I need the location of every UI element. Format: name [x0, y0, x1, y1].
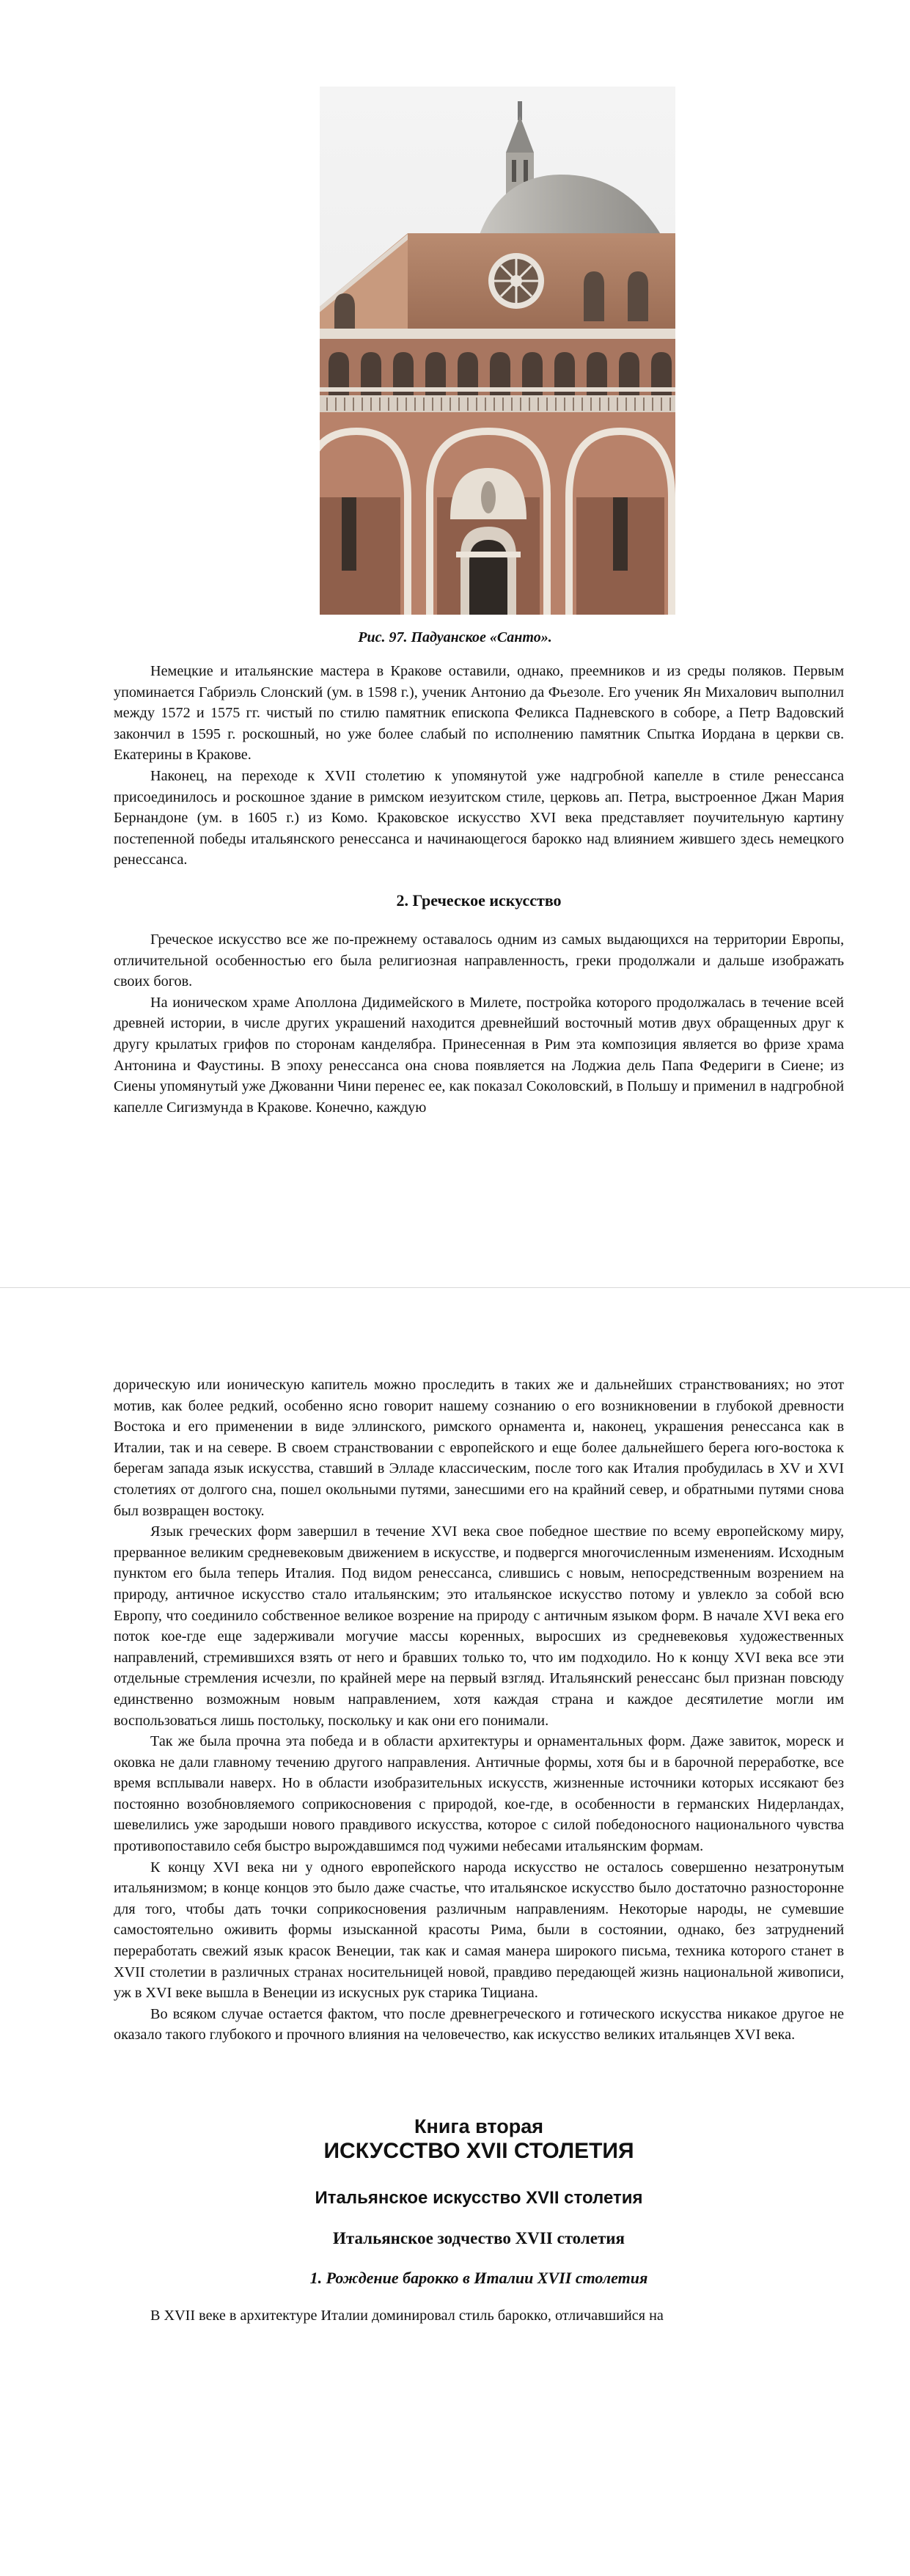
main-text [114, 661, 844, 1118]
paragraph: На ионическом храме Аполлона Дидимейского в Милете, постройка которого продолжалась в течение всей древней истории, в числе других украшений находится древнейший восточный мотив двух обращенных друг к другу крылатых грифов по сторонам канделябра. Принесенная в Рим эта композиция является во фризе храма Антонина и Фаустины. В эпоху ренессанса она снова появляется на Лоджиа дель Папа Федериги в Сиене; из Сиены упомянутый уже Джованни Чини перенес ее, как показал Соколовский, в Польшу и применил в надгробной капелле Сигизмунда в Кракове. Конечно, каждую [114, 994, 844, 1116]
paragraph: Немецкие и итальянские мастера в Кракове оставили, однако, преемников и из среды поляков. Первым упоминается Габриэль Слонский (ум. в 1598 г.), ученик Антонио да Фьезоле. Его ученик Ян Михалович выполнил между 1572 и 1575 гг. чистый по стилю памятник епископа Феликса Падневского в соборе, а Петр Вадовский закончил в 1595 г. роскошный, но уже более слабый по исполнению памятник Спытка Иордана в церкви св. Екатерины в Кракове. [114, 663, 844, 764]
section-title: 1. Рождение барокко в Италии XVII столетия [309, 2269, 648, 2287]
figure-caption: Рис. 97. Падуанское «Санто». [358, 629, 552, 645]
paragraph: Во всяком случае остается фактом, что после древнегреческого и готического искусства никакое другое не оказало такого глубокого и прочного влияния на человечество, как искусство великих итальянцев XVI века. [114, 2005, 844, 2043]
page-2 [0, 1288, 910, 2576]
section-heading: 2. Греческое искусство [396, 890, 562, 910]
book-label: Книга вторая [414, 2115, 543, 2137]
chapter-title: Итальянское искусство XVII столетия [315, 2188, 643, 2208]
paragraph: Греческое искусство все же по-прежнему оставалось одним из самых выдающихся на территории Европы, отличительной особенностью его была религиозная направленность, греки продолжали и дальше изображать своих богов. [114, 931, 844, 990]
paragraph: Так же была прочна эта победа и в области архитектуры и орнаментальных форм. Даже завиток, мореск и оковка не дали главному течению другого направления. Античные формы, хотя бы и в барочной переработке, все время всплывали наверх. Но в области изобразительных искусств, жизненные источники которых иссякают без постоянно возобновляемого соприкосновения с природой, кое-где, в особенности в германских Нидерландах, шевелились уже зародыши нового правдивого искусства, которое с силой победоносного национального чувства противопоставило себя быстро вырождавшимся под чужими небесами итальянским формам. [114, 1733, 844, 1855]
book-title: ИСКУССТВО XVII СТОЛЕТИЯ [323, 2139, 634, 2163]
paragraph: Наконец, на переходе к XVII столетию к упомянутой уже надгробной капелле в стиле ренессанса присоединилось и роскошное здание в римском иезуитском стиле, церковь ап. Петра, выстроенное Джан Мария Бернандоне (ум. в 1605 г.) из Комо. Краковское искусство XVI века представляет поучительную картину постепенной победы итальянского ренессанса и начинающегося барокко над влиянием жившего здесь немецкого ренессанса. [114, 767, 844, 868]
paragraph: В XVII веке в архитектуре Италии доминировал стиль барокко, отличавшийся на [150, 2308, 664, 2324]
subchapter-title: Итальянское зодчество XVII столетия [333, 2229, 625, 2247]
paragraph: дорическую или ионическую капитель можно проследить в таких же и дальнейших странствованиях; но этот мотив, как более редкий, особенно ясно говорит нашему сознанию о его возникновении в глубокой древности Востока и его применении в виде эллинского, римского орнамента и, наконец, украшения ренессанса как в Италии, так и на севере. В своем странствовании с европейского и еще более дальнейшего берега юго-востока к берегам запада язык искусства, ставший в Элладе классическим, после того как Италия пробудилась в XV и XVI столетиях от долгого сна, пошел окольными путями, занесшими его на крайний север, и обратными путями снова был возвращен востоку. [114, 1377, 844, 1519]
santo-illustration [320, 87, 675, 615]
paragraph: Язык греческих форм завершил в течение XVI века свое победное шествие по всему европейскому миру, прерванное великим средневековым движением в искусстве, и подвергся многочисленным изменениям. Исходным пунктом его была теперь Италия. Под видом ренессанса, слившись с новым, непосредственным возрением на природу, античное искусство стало итальянским; это итальянское искусство потому и увлекло за собой всю Европу, что соединило собственное великое возрение на природу с античным языком форм. В начале XVI века его поток кое-где еще задерживали могучие массы коренных, выросших из средневековья художественных направлений, стремившихся взять от него и бравших только то, что им подходило. Но к концу XVI века все эти отдельные стремления исчезли, по крайней мере на первый взгляд. Итальянский ренессанс был признан повсюду единственно возможным новым направлением, хотя каждая страна и каждое десятилетие могли им воспользоваться лишь постольку, поскольку и как они его понимали. [114, 1523, 844, 1729]
main-text [114, 1375, 844, 2327]
paragraph: К концу XVI века ни у одного европейского народа искусство не осталось совершенно незатронутым итальянизмом; в конце концов это было даже счастье, что итальянское искусство было достаточно разносторонне для того, чтобы дать точки соприкосновения различным направлениям. Некоторые народы, не сумевшие самостоятельно оживить формы изысканной красоты Рима, были в состоянии, однако, без затруднений переработать свежий язык красок Венеции, так как и самая манера широкого письма, техника которого станет в XVII столетии в различных странах носительницей новой, правдиво передающей жизнь национальной живописи, уж в XVI веке вышла в Венеции из искусных рук старика Тициана. [114, 1859, 844, 2002]
